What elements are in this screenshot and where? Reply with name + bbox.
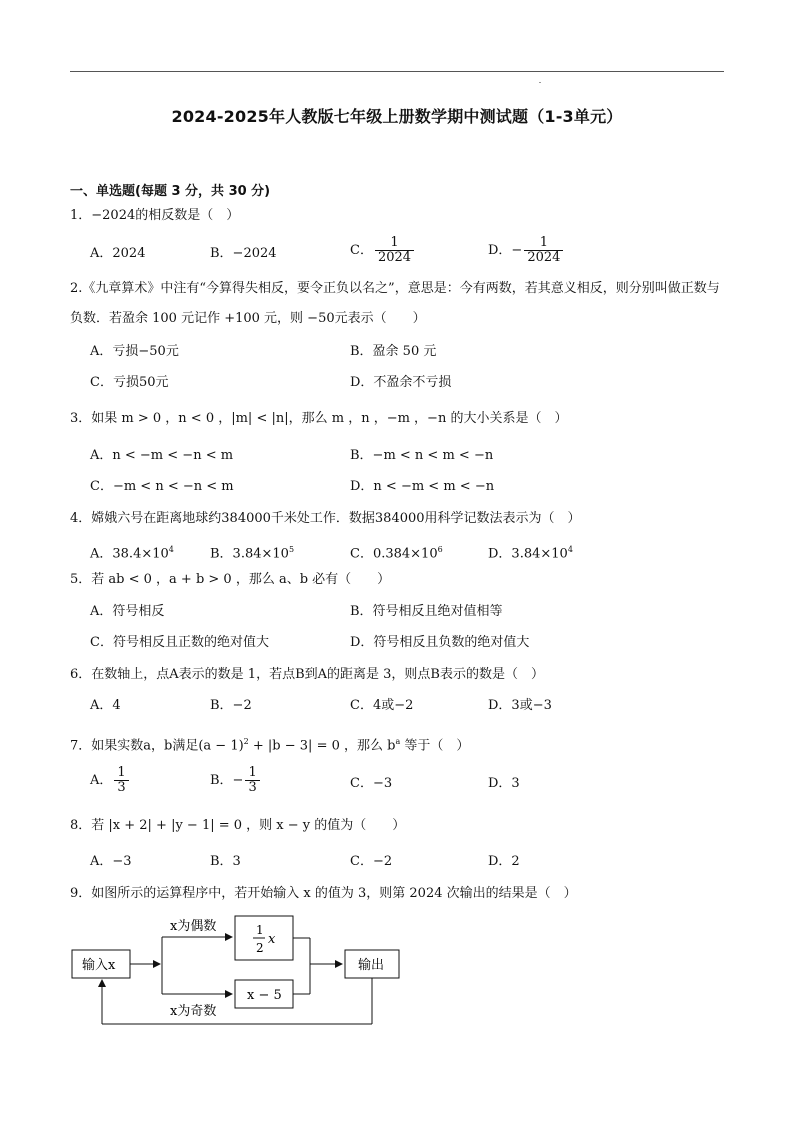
question-3-stem: 3．如果 m > 0 ，n < 0 ，|m| < |n|，那么 m ，n ，−m ，−n 的大小关系是（ ） <box>70 411 568 426</box>
q1-c-fraction: $\frac{1}{2024}$ <box>375 236 414 265</box>
flow-half-num: 1 <box>256 923 264 937</box>
question-5-stem: 5．若 ab < 0 ，a + b > 0 ，那么 a、b 必有（ ） <box>70 572 391 587</box>
flow-even-label: x为偶数 <box>170 919 217 934</box>
q6-option-b: B．−2 <box>210 698 252 713</box>
q5-option-c: C．符号相反且正数的绝对值大 <box>90 635 269 650</box>
q3-option-d: D．n < −m < m < −n <box>350 479 495 494</box>
question-4-stem: 4．嫦娥六号在距离地球约384000千米处工作．数据384000用科学记数法表示为（ ） <box>70 511 581 526</box>
question-1-stem: 1．−2024的相反数是（ ） <box>70 208 240 223</box>
section-heading: 一、单选题(每题 3 分，共 30 分) <box>70 184 271 199</box>
q5-option-d: D．符号相反且负数的绝对值大 <box>350 635 530 650</box>
q6-option-d: D．3或−3 <box>488 698 552 713</box>
q2-option-c: C．亏损50元 <box>90 375 169 390</box>
q5-option-a: A．符号相反 <box>90 604 165 619</box>
q3-option-a: A．n < −m < −n < m <box>90 448 234 463</box>
q1-option-c: C． $\frac{1}{2024}$ <box>350 236 416 265</box>
q6-option-a: A．4 <box>90 698 121 713</box>
flow-odd-label: x为奇数 <box>170 1004 217 1019</box>
flow-half-den: 2 <box>256 941 264 955</box>
question-6-stem: 6．在数轴上，点A表示的数是 1，若点B到A的距离是 3，则点B表示的数是（ ） <box>70 667 544 682</box>
q4-option-c: C．$0.384\times 10^6$ <box>350 545 443 562</box>
q1-d-fraction: $\frac{1}{2024}$ <box>524 236 563 265</box>
q6-option-c: C．4或−2 <box>350 698 414 713</box>
flow-output-label: 输出 <box>358 958 385 973</box>
flow-input-label: 输入x <box>82 958 116 973</box>
flow-half-var: x <box>268 932 276 947</box>
q7-option-d: D．3 <box>488 776 520 791</box>
q7-option-c: C．−3 <box>350 776 393 791</box>
page-title: 2024-2025年人教版七年级上册数学期中测试题（1-3单元） <box>171 107 623 126</box>
q4-option-d: D．$3.84\times 10^4$ <box>488 545 573 562</box>
question-9-stem: 9．如图所示的运算程序中，若开始输入 x 的值为 3，则第 2024 次输出的结果是（ ） <box>70 886 577 901</box>
header-rule <box>70 71 724 72</box>
q1-option-a: A．2024 <box>90 246 146 261</box>
q2-option-a: A．亏损−50元 <box>90 344 179 359</box>
q3-option-b: B．−m < n < m < −n <box>350 448 494 463</box>
q1-option-d: D．− $\frac{1}{2024}$ <box>488 236 565 265</box>
q5-option-b: B．符号相反且绝对值相等 <box>350 604 503 619</box>
q3-option-c: C．−m < n < −n < m <box>90 479 234 494</box>
question-2-stem: 2.《九章算术》中注有“今算得失相反，要令正负以名之”，意思是：今有两数，若其意义相反，则分别叫做正数与负数．若盈余 100 元记作 +100 元，则 −50元表示（ ） <box>70 281 720 326</box>
header-dot <box>539 82 541 83</box>
q7-option-a: A． $\frac{1}{3}$ <box>90 766 131 795</box>
q1-option-b: B．−2024 <box>210 246 277 261</box>
q2-option-b: B．盈余 50 元 <box>350 344 437 359</box>
q7-a-fraction: $\frac{1}{3}$ <box>114 766 128 795</box>
q8-option-d: D．2 <box>488 854 520 869</box>
q8-option-c: C．−2 <box>350 854 393 869</box>
flow-minus-label: x − 5 <box>247 988 282 1003</box>
q7-b-fraction: $\frac{1}{3}$ <box>245 766 259 795</box>
question-7-stem: 7．如果实数a，b满足$(a - 1)^2 + |b - 3| = 0$ ，那么 $b^a$ 等于（ ） <box>70 737 470 754</box>
q2-option-d: D．不盈余不亏损 <box>350 375 452 390</box>
q4-option-b: B．$3.84\times 10^5$ <box>210 545 295 562</box>
q8-option-a: A．−3 <box>90 854 132 869</box>
q8-option-b: B．3 <box>210 854 241 869</box>
q7-option-b: B．− $\frac{1}{3}$ <box>210 766 262 795</box>
flowchart-diagram <box>70 912 410 1027</box>
q4-option-a: A．$38.4\times 10^4$ <box>90 545 174 562</box>
question-8-stem: 8．若 |x + 2| + |y − 1| = 0 ，则 x − y 的值为（ ） <box>70 818 406 833</box>
